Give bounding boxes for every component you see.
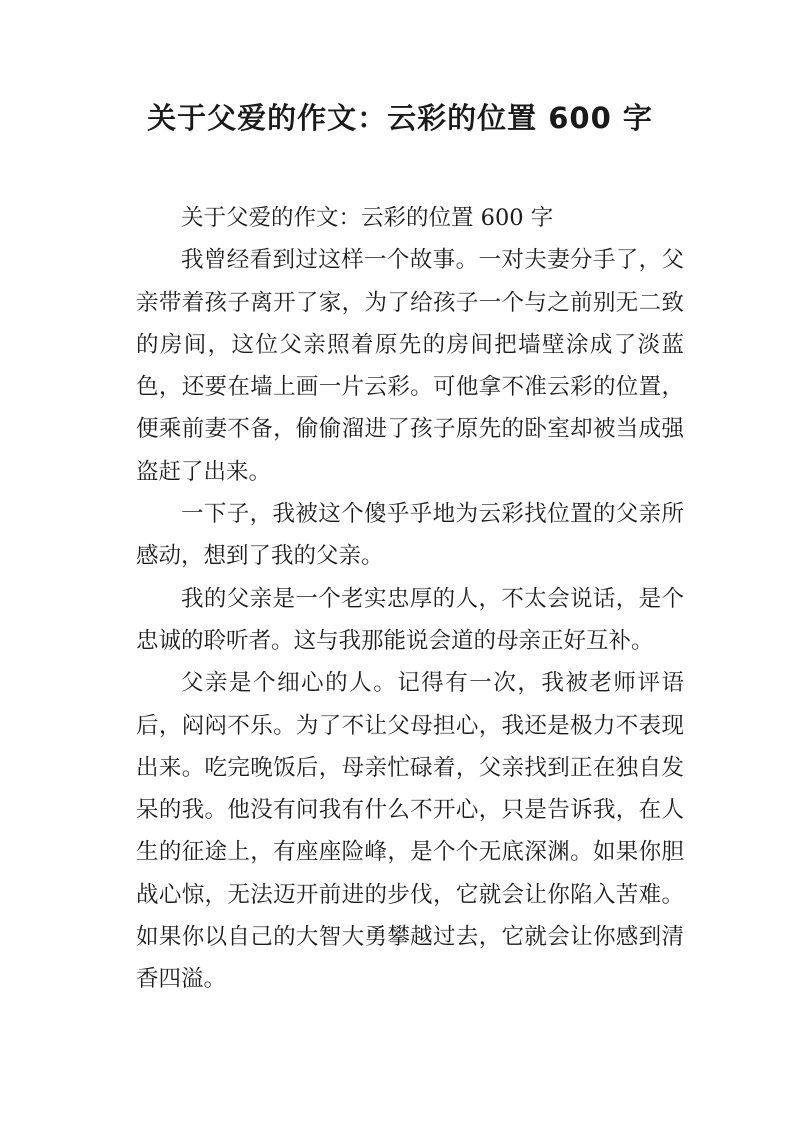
document-title: 关于父爱的作文：云彩的位置 600 字 — [147, 101, 653, 135]
paragraph-father-careful: 父亲是个细心的人。记得有一次，我被老师评语后，闷闷不乐。为了不让父母担心，我还是极力不表现出来。吃完晚饭后，母亲忙碌着，父亲找到正在独自发呆的我。他没有问我有什么不开心，只是告诉我，在人生的征途上，有座座险峰，是个个无底深渊。如果你胆战心惊，无法迈开前进的步伐，它就会让你陷入苦难。如果你以自己的大智大勇攀越过去，它就会让你感到清香四溢。 — [136, 670, 684, 993]
paragraph-subtitle: 关于父爱的作文：云彩的位置 600 字 — [181, 205, 554, 231]
paragraph-father-character: 我的父亲是一个老实忠厚的人，不太会说话，是个忠诚的聆听者。这与我那能说会道的母亲正好互补。 — [136, 585, 684, 654]
document-body — [136, 197, 684, 1001]
paragraph-story: 我曾经看到过这样一个故事。一对夫妻分手了，父亲带着孩子离开了家，为了给孩子一个与之前别无二致的房间，这位父亲照着原先的房间把墙壁涂成了淡蓝色，还要在墙上画一片云彩。可他拿不准云彩的位置，便乘前妻不备，偷偷溜进了孩子原先的卧室却被当成强盗赶了出来。 — [136, 247, 684, 485]
paragraph-moved: 一下子，我被这个傻乎乎地为云彩找位置的父亲所感动，想到了我的父亲。 — [136, 501, 684, 570]
